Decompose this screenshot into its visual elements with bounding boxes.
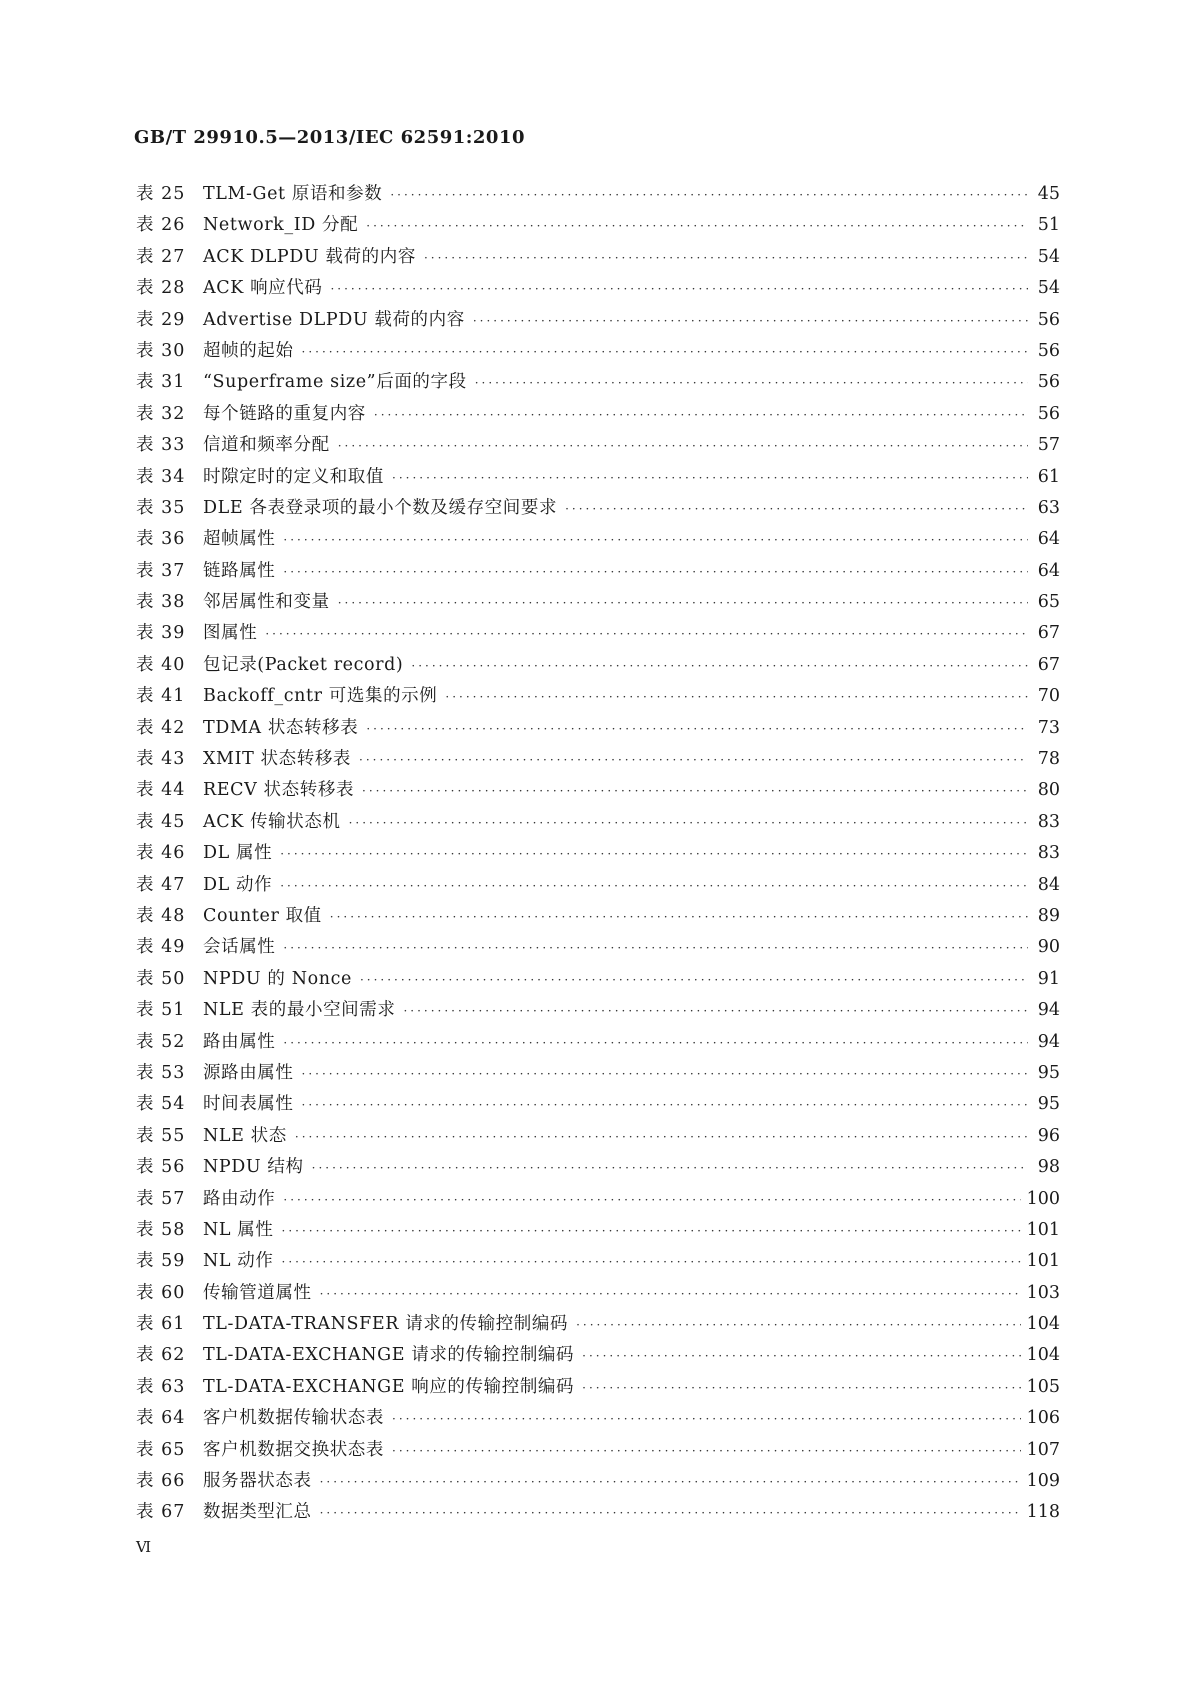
toc-entry[interactable] xyxy=(136,681,1060,712)
toc-entry[interactable] xyxy=(136,367,1060,398)
toc-entry-page: 95 xyxy=(1037,1094,1060,1115)
toc-entry-title: 时间表属性 xyxy=(203,1094,294,1115)
toc-entry-number: 表 32 xyxy=(136,403,186,424)
dot-leader xyxy=(302,1059,1029,1090)
toc-entry-page: 57 xyxy=(1037,435,1060,456)
dot-leader xyxy=(359,745,1028,776)
dot-leader xyxy=(403,996,1028,1027)
toc-entry-title: “Superframe size”后面的字段 xyxy=(203,372,467,393)
dot-leader xyxy=(366,714,1028,745)
table-of-contents xyxy=(136,179,1060,1529)
toc-entry-title: Backoff_cntr 可选集的示例 xyxy=(203,686,438,707)
toc-entry[interactable] xyxy=(136,493,1060,524)
toc-entry-title: TL-DATA-EXCHANGE 响应的传输控制编码 xyxy=(203,1376,575,1397)
dot-leader xyxy=(330,902,1028,933)
toc-entry-title: RECV 状态转移表 xyxy=(203,780,355,801)
dot-leader xyxy=(411,651,1028,682)
toc-entry-number: 表 42 xyxy=(136,717,186,738)
toc-entry-title: TLM-Get 原语和参数 xyxy=(203,184,383,204)
dot-leader xyxy=(475,368,1028,399)
toc-entry-title: NPDU 结构 xyxy=(203,1157,304,1178)
toc-entry-title: 路由动作 xyxy=(203,1188,276,1209)
toc-entry-title: 超帧的起始 xyxy=(203,340,294,361)
toc-entry[interactable] xyxy=(136,1089,1060,1120)
toc-entry-page: 90 xyxy=(1037,937,1060,958)
dot-leader xyxy=(362,776,1028,807)
dot-leader xyxy=(392,463,1028,494)
toc-entry[interactable] xyxy=(136,1121,1060,1152)
toc-entry-number: 表 54 xyxy=(136,1094,186,1115)
dot-leader xyxy=(338,431,1028,462)
toc-entry-title: NPDU 的 Nonce xyxy=(203,968,352,989)
toc-entry-number: 表 61 xyxy=(136,1314,186,1335)
toc-entry-number: 表 44 xyxy=(136,780,186,801)
toc-entry-number: 表 52 xyxy=(136,1031,186,1052)
toc-entry-title: NL 属性 xyxy=(203,1219,274,1240)
toc-entry-title: 路由属性 xyxy=(203,1031,276,1052)
dot-leader xyxy=(320,1498,1021,1529)
toc-entry-number: 表 38 xyxy=(136,592,186,613)
toc-entry[interactable] xyxy=(136,618,1060,649)
toc-entry-number: 表 58 xyxy=(136,1219,186,1240)
dot-leader xyxy=(283,1185,1020,1216)
toc-entry[interactable] xyxy=(136,399,1060,430)
toc-entry-title: 客户机数据传输状态表 xyxy=(203,1408,384,1429)
toc-entry-page: 94 xyxy=(1037,1031,1060,1052)
toc-entry-number: 表 45 xyxy=(136,811,186,832)
toc-entry-title: Network_ID 分配 xyxy=(203,215,359,236)
toc-entry-title: 邻居属性和变量 xyxy=(203,592,330,613)
toc-entry[interactable] xyxy=(136,1403,1060,1434)
dot-leader xyxy=(295,1122,1028,1153)
dot-leader xyxy=(582,1373,1020,1404)
toc-entry-number: 表 36 xyxy=(136,529,186,550)
toc-entry-page: 83 xyxy=(1037,811,1060,832)
toc-entry[interactable] xyxy=(136,807,1060,838)
document-header: GB/T 29910.5—2013/IEC 62591:2010 xyxy=(134,127,526,148)
toc-entry-number: 表 60 xyxy=(136,1282,186,1303)
dot-leader xyxy=(312,1153,1028,1184)
toc-entry-number: 表 57 xyxy=(136,1188,186,1209)
toc-entry-page: 95 xyxy=(1037,1062,1060,1083)
toc-entry[interactable] xyxy=(136,1152,1060,1183)
toc-entry[interactable] xyxy=(136,1215,1060,1246)
toc-entry-title: 超帧属性 xyxy=(203,529,276,550)
dot-leader xyxy=(320,1279,1021,1310)
toc-entry-page: 107 xyxy=(1026,1439,1060,1460)
toc-entry[interactable] xyxy=(136,305,1060,336)
toc-entry-page: 54 xyxy=(1037,278,1060,299)
toc-entry[interactable] xyxy=(136,462,1060,493)
toc-entry[interactable] xyxy=(136,1058,1060,1089)
toc-entry-title: Counter 取值 xyxy=(203,905,322,926)
toc-entry-number: 表 29 xyxy=(136,309,186,330)
toc-entry[interactable] xyxy=(136,430,1060,461)
toc-entry-number: 表 48 xyxy=(136,905,186,926)
toc-entry-number: 表 49 xyxy=(136,937,186,958)
dot-leader xyxy=(330,274,1028,305)
toc-entry-page: 103 xyxy=(1026,1282,1060,1303)
toc-entry[interactable] xyxy=(136,210,1060,241)
toc-entry-page: 64 xyxy=(1037,529,1060,550)
toc-entry-number: 表 67 xyxy=(136,1502,186,1523)
toc-entry-title: NL 动作 xyxy=(203,1251,274,1272)
toc-entry-number: 表 53 xyxy=(136,1062,186,1083)
toc-entry[interactable] xyxy=(136,932,1060,963)
toc-entry-title: 服务器状态表 xyxy=(203,1471,312,1492)
toc-entry[interactable] xyxy=(136,587,1060,618)
toc-entry-number: 表 40 xyxy=(136,654,186,675)
toc-entry-page: 109 xyxy=(1026,1471,1060,1492)
toc-entry-number: 表 33 xyxy=(136,435,186,456)
toc-entry[interactable] xyxy=(136,1309,1060,1340)
toc-entry[interactable] xyxy=(136,838,1060,869)
toc-entry-page: 65 xyxy=(1037,592,1060,613)
toc-entry-title: 客户机数据交换状态表 xyxy=(203,1439,384,1460)
toc-entry-page: 56 xyxy=(1037,372,1060,393)
toc-entry-number: 表 63 xyxy=(136,1376,186,1397)
toc-entry-page: 104 xyxy=(1026,1314,1060,1335)
toc-entry-page: 101 xyxy=(1026,1251,1060,1272)
toc-entry[interactable] xyxy=(136,1184,1060,1215)
toc-entry[interactable] xyxy=(136,179,1060,210)
toc-entry-page: 63 xyxy=(1037,497,1060,518)
toc-entry-number: 表 46 xyxy=(136,843,186,864)
dot-leader xyxy=(565,494,1028,525)
toc-entry-page: 64 xyxy=(1037,560,1060,581)
toc-entry[interactable] xyxy=(136,870,1060,901)
toc-entry-page: 45 xyxy=(1037,184,1060,204)
toc-entry-page: 84 xyxy=(1037,874,1060,895)
dot-leader xyxy=(280,871,1028,902)
toc-entry-page: 118 xyxy=(1026,1502,1060,1523)
toc-entry-page: 98 xyxy=(1037,1157,1060,1178)
toc-entry-page: 61 xyxy=(1037,466,1060,487)
toc-entry-title: DLE 各表登录项的最小个数及缓存空间要求 xyxy=(203,497,558,518)
toc-entry[interactable] xyxy=(136,713,1060,744)
toc-entry-number: 表 62 xyxy=(136,1345,186,1366)
toc-entry-page: 54 xyxy=(1037,246,1060,267)
toc-entry[interactable] xyxy=(136,964,1060,995)
toc-entry-title: 信道和频率分配 xyxy=(203,435,330,456)
dot-leader xyxy=(302,1090,1029,1121)
toc-entry-number: 表 64 xyxy=(136,1408,186,1429)
toc-entry-title: ACK 传输状态机 xyxy=(203,811,341,832)
dot-leader xyxy=(349,808,1028,839)
toc-entry-title: ACK 响应代码 xyxy=(203,278,323,299)
toc-entry-number: 表 37 xyxy=(136,560,186,581)
toc-entry-number: 表 47 xyxy=(136,874,186,895)
toc-entry-number: 表 30 xyxy=(136,340,186,361)
toc-entry-title: 每个链路的重复内容 xyxy=(203,403,366,424)
dot-leader xyxy=(392,1436,1021,1467)
toc-entry-number: 表 26 xyxy=(136,215,186,236)
toc-entry-number: 表 41 xyxy=(136,686,186,707)
toc-entry-number: 表 56 xyxy=(136,1157,186,1178)
toc-entry-number: 表 28 xyxy=(136,278,186,299)
toc-entry-number: 表 51 xyxy=(136,1000,186,1021)
toc-entry-page: 100 xyxy=(1026,1188,1060,1209)
toc-entry-number: 表 65 xyxy=(136,1439,186,1460)
toc-entry-title: NLE 表的最小空间需求 xyxy=(203,1000,396,1021)
toc-entry-page: 70 xyxy=(1037,686,1060,707)
dot-leader xyxy=(445,682,1028,713)
toc-entry-title: 传输管道属性 xyxy=(203,1282,312,1303)
dot-leader xyxy=(582,1341,1020,1372)
dot-leader xyxy=(283,1028,1028,1059)
dot-leader xyxy=(473,306,1028,337)
dot-leader xyxy=(392,1404,1021,1435)
toc-entry-title: 时隙定时的定义和取值 xyxy=(203,466,384,487)
page-number: Ⅵ xyxy=(136,1538,152,1556)
toc-entry-number: 表 25 xyxy=(136,184,186,204)
toc-entry-title: 数据类型汇总 xyxy=(203,1502,312,1523)
toc-entry-number: 表 35 xyxy=(136,497,186,518)
toc-entry-page: 89 xyxy=(1037,905,1060,926)
toc-entry-number: 表 39 xyxy=(136,623,186,644)
dot-leader xyxy=(424,243,1028,274)
toc-entry-page: 101 xyxy=(1026,1219,1060,1240)
dot-leader xyxy=(360,965,1028,996)
toc-entry-title: 源路由属性 xyxy=(203,1062,294,1083)
toc-entry-title: XMIT 状态转移表 xyxy=(203,749,352,770)
toc-entry-page: 83 xyxy=(1037,843,1060,864)
dot-leader xyxy=(366,211,1028,242)
dot-leader xyxy=(576,1310,1020,1341)
toc-entry[interactable] xyxy=(136,1435,1060,1466)
toc-entry[interactable] xyxy=(136,556,1060,587)
toc-entry-page: 51 xyxy=(1037,215,1060,236)
dot-leader xyxy=(265,619,1028,650)
toc-entry[interactable] xyxy=(136,650,1060,681)
toc-entry-page: 105 xyxy=(1026,1376,1060,1397)
toc-entry-page: 67 xyxy=(1037,654,1060,675)
toc-entry-number: 表 31 xyxy=(136,372,186,393)
toc-entry-title: 包记录(Packet record) xyxy=(203,654,404,675)
toc-entry-title: ACK DLPDU 载荷的内容 xyxy=(203,246,416,267)
dot-leader xyxy=(283,933,1028,964)
toc-entry-title: TL-DATA-TRANSFER 请求的传输控制编码 xyxy=(203,1314,569,1335)
toc-entry-title: DL 动作 xyxy=(203,874,273,895)
dot-leader xyxy=(320,1467,1021,1498)
toc-entry-page: 56 xyxy=(1037,403,1060,424)
toc-entry-page: 94 xyxy=(1037,1000,1060,1021)
toc-entry-title: NLE 状态 xyxy=(203,1125,287,1146)
toc-entry-page: 73 xyxy=(1037,717,1060,738)
toc-entry[interactable] xyxy=(136,1027,1060,1058)
toc-entry-page: 80 xyxy=(1037,780,1060,801)
dot-leader xyxy=(283,557,1028,588)
toc-entry[interactable] xyxy=(136,995,1060,1026)
toc-entry[interactable] xyxy=(136,1278,1060,1309)
toc-entry[interactable] xyxy=(136,744,1060,775)
toc-entry-number: 表 66 xyxy=(136,1471,186,1492)
toc-entry-page: 106 xyxy=(1026,1408,1060,1429)
dot-leader xyxy=(374,400,1028,431)
toc-entry[interactable] xyxy=(136,901,1060,932)
toc-entry-number: 表 59 xyxy=(136,1251,186,1272)
toc-entry[interactable] xyxy=(136,1497,1060,1528)
dot-leader xyxy=(280,839,1028,870)
toc-entry[interactable] xyxy=(136,242,1060,273)
dot-leader xyxy=(282,1216,1021,1247)
toc-entry-title: TL-DATA-EXCHANGE 请求的传输控制编码 xyxy=(203,1345,575,1366)
toc-entry-page: 56 xyxy=(1037,309,1060,330)
toc-entry-title: 图属性 xyxy=(203,623,258,644)
toc-entry[interactable] xyxy=(136,524,1060,555)
toc-entry-page: 67 xyxy=(1037,623,1060,644)
toc-entry[interactable] xyxy=(136,336,1060,367)
toc-entry[interactable] xyxy=(136,273,1060,304)
dot-leader xyxy=(338,588,1028,619)
toc-entry[interactable] xyxy=(136,1466,1060,1497)
dot-leader xyxy=(390,180,1028,211)
toc-entry-number: 表 43 xyxy=(136,749,186,770)
toc-entry[interactable] xyxy=(136,775,1060,806)
toc-entry-number: 表 27 xyxy=(136,246,186,267)
toc-entry-page: 91 xyxy=(1037,968,1060,989)
toc-entry-number: 表 34 xyxy=(136,466,186,487)
toc-entry-title: 链路属性 xyxy=(203,560,276,581)
toc-entry-number: 表 50 xyxy=(136,968,186,989)
toc-entry-page: 56 xyxy=(1037,340,1060,361)
dot-leader xyxy=(282,1247,1021,1278)
toc-entry[interactable] xyxy=(136,1246,1060,1277)
dot-leader xyxy=(302,337,1029,368)
toc-entry-page: 78 xyxy=(1037,749,1060,770)
toc-entry-title: 会话属性 xyxy=(203,937,276,958)
toc-entry-title: TDMA 状态转移表 xyxy=(203,717,359,738)
toc-entry-title: DL 属性 xyxy=(203,843,273,864)
toc-entry-page: 96 xyxy=(1037,1125,1060,1146)
toc-entry[interactable] xyxy=(136,1340,1060,1371)
toc-entry-number: 表 55 xyxy=(136,1125,186,1146)
dot-leader xyxy=(283,525,1028,556)
toc-entry-page: 104 xyxy=(1026,1345,1060,1366)
toc-entry-title: Advertise DLPDU 载荷的内容 xyxy=(203,309,465,330)
toc-entry[interactable] xyxy=(136,1372,1060,1403)
